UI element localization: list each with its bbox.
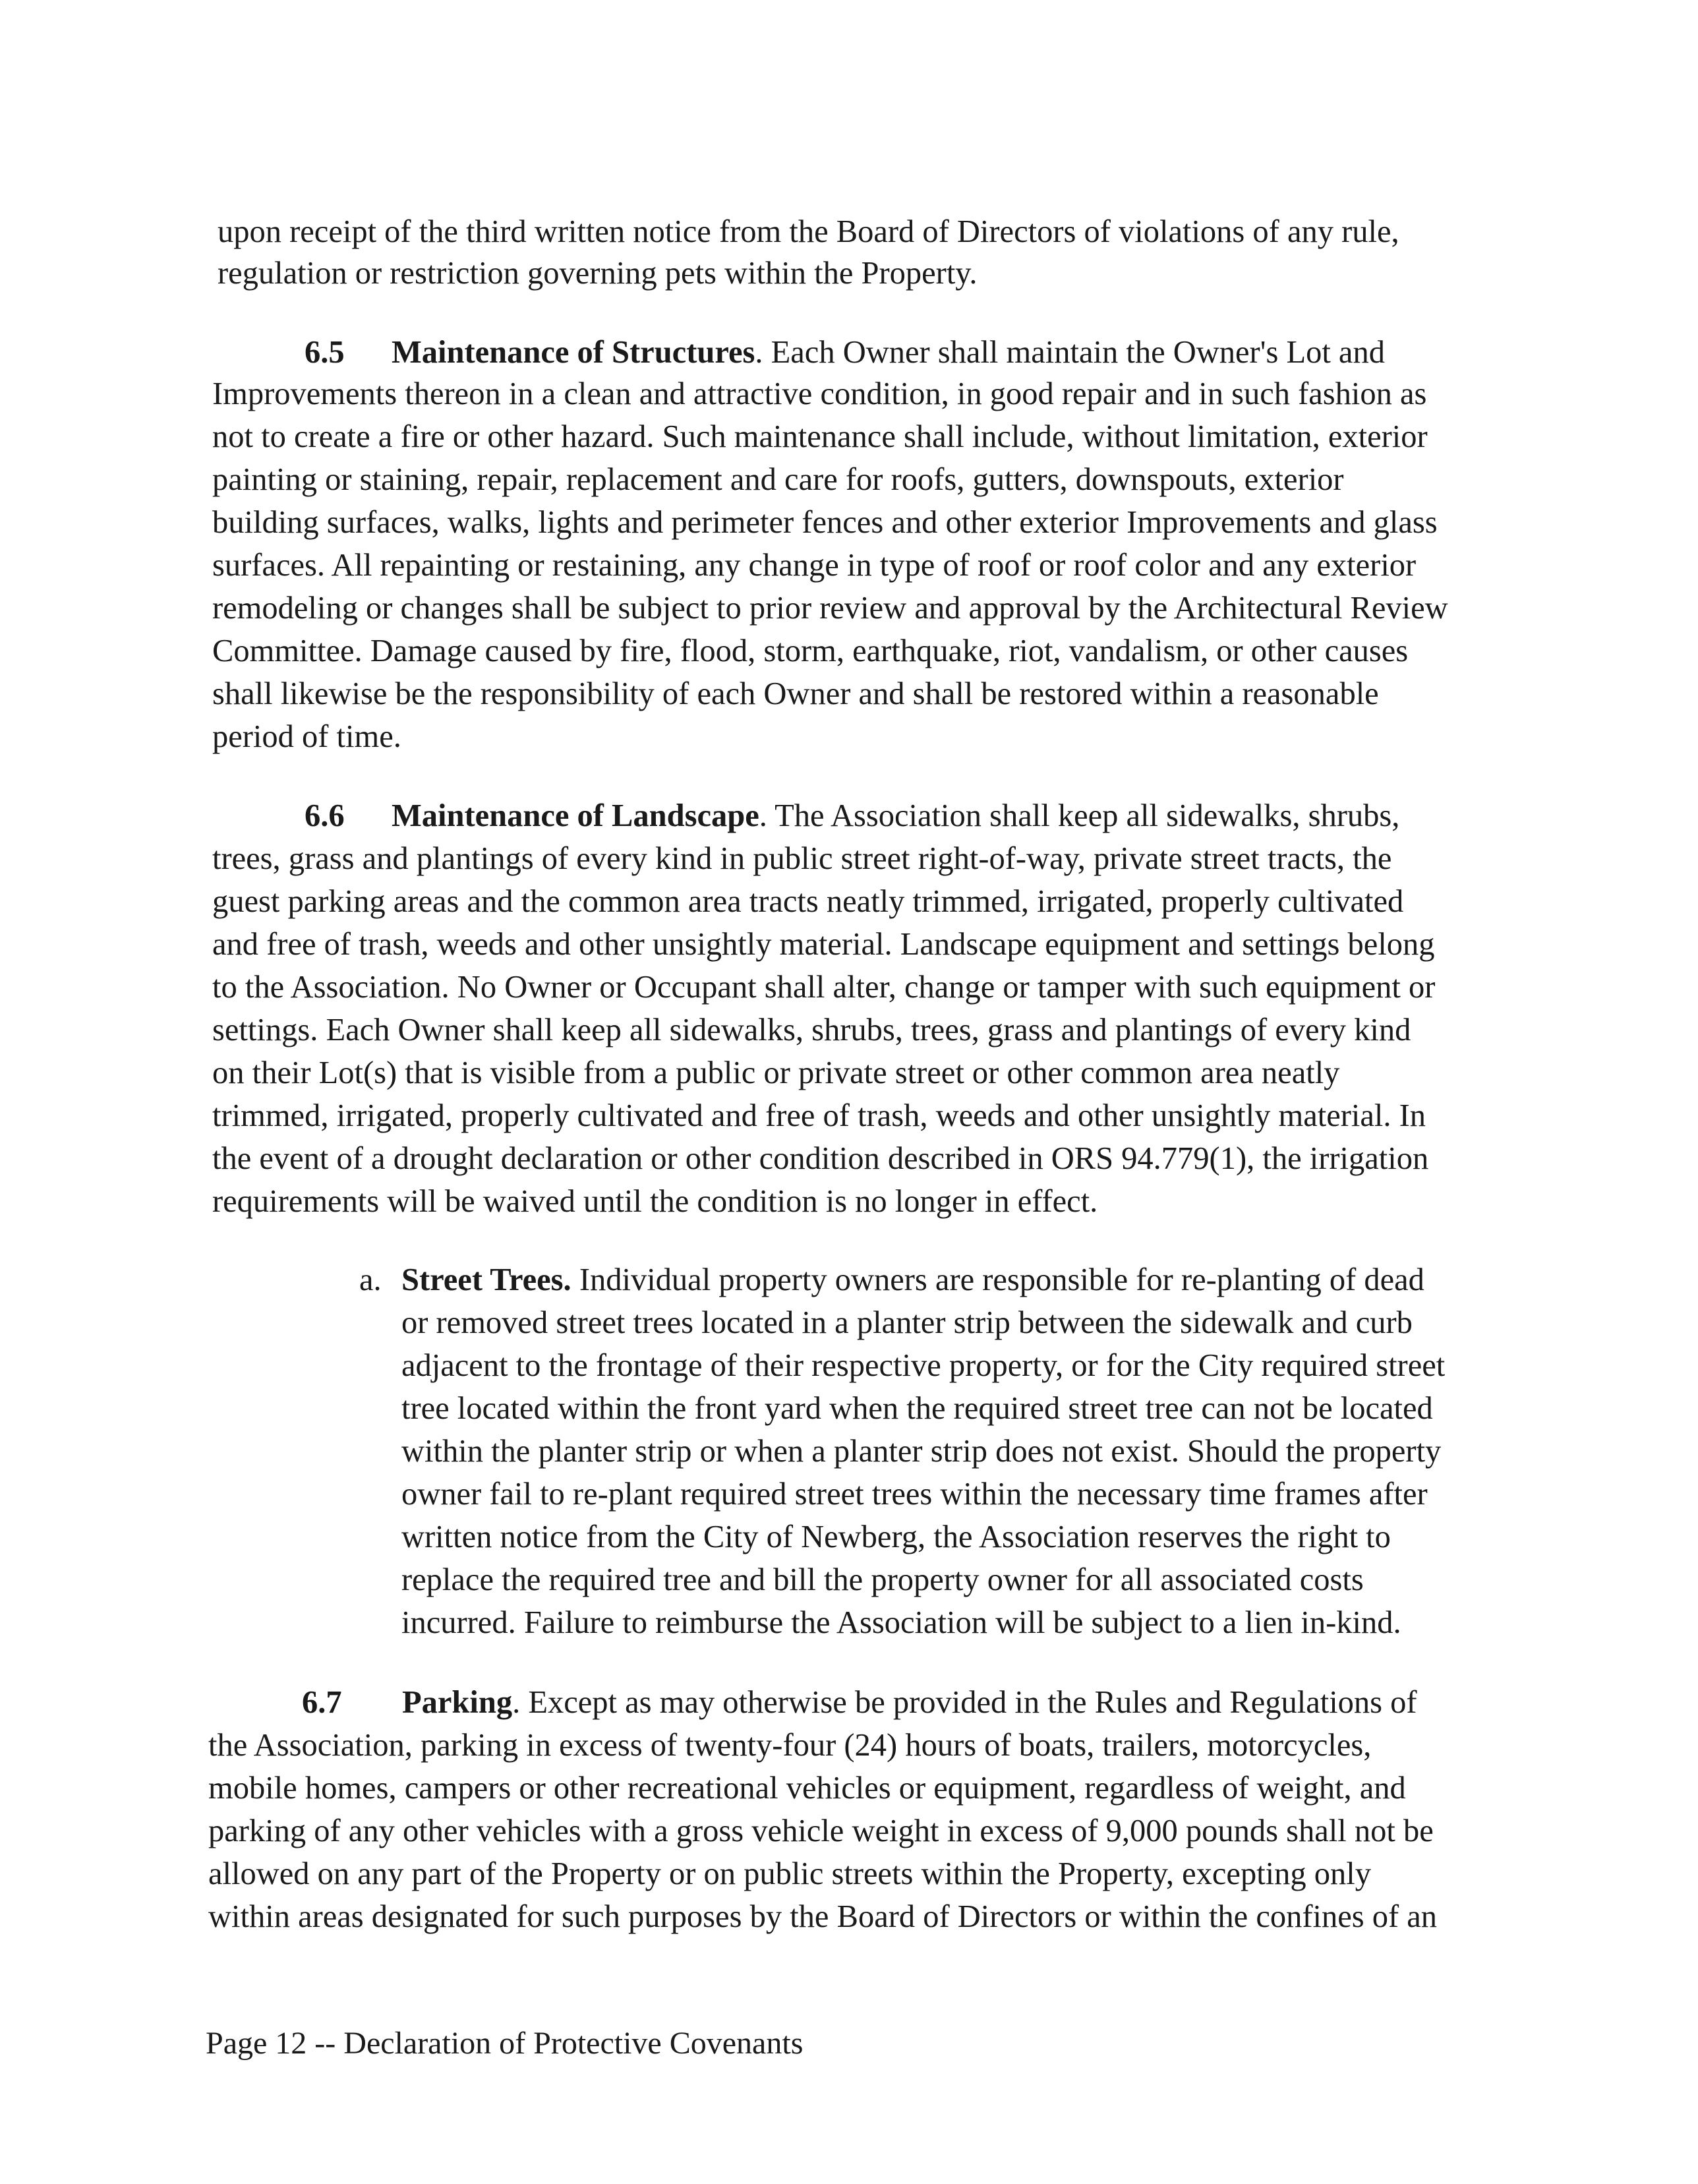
subsection-text-line: written notice from the City of Newberg, the Association reserves the right to — [401, 1520, 1391, 1554]
subsection-text-line: adjacent to the frontage of their respective property, or for the City required street — [401, 1348, 1446, 1383]
body-text-line: surfaces. All repainting or restaining, any change in type of roof or roof color and any exterior — [212, 548, 1417, 583]
body-text-line: guest parking areas and the common area tracts neatly trimmed, irrigated, properly cultivated — [212, 884, 1404, 919]
section-text: . The Association shall keep all sidewalks, shrubs, — [759, 798, 1400, 833]
body-text-line: the event of a drought declaration or other condition described in ORS 94.779(1), the irrigation — [212, 1141, 1429, 1176]
body-text-line: allowed on any part of the Property or on public streets within the Property, excepting only — [208, 1856, 1371, 1891]
subsection-text-line: within the planter strip or when a planter strip does not exist. Should the property — [401, 1434, 1442, 1469]
body-text-line: and free of trash, weeds and other unsightly material. Landscape equipment and settings belong — [212, 927, 1435, 962]
body-text-line: building surfaces, walks, lights and perimeter fences and other exterior Improvements and glass — [212, 505, 1438, 540]
subsection-a-heading-line — [359, 1260, 1424, 1300]
section-text: . Except as may otherwise be provided in the Rules and Regulations of — [512, 1685, 1417, 1720]
body-text-line: Improvements thereon in a clean and attractive condition, in good repair and in such fashion as — [212, 376, 1427, 411]
section-6-7-heading-line — [302, 1683, 1417, 1723]
section-number: 6.7 — [302, 1685, 342, 1720]
body-text-line: not to create a fire or other hazard. Such maintenance shall include, without limitation, exterior — [212, 419, 1428, 454]
subsection-text: Individual property owners are responsible for re-planting of dead — [571, 1262, 1424, 1297]
subsection-letter: a. — [359, 1262, 382, 1297]
body-text-line: on their Lot(s) that is visible from a public or private street or other common area neatly — [212, 1055, 1340, 1090]
body-text-line: parking of any other vehicles with a gross vehicle weight in excess of 9,000 pounds shall not be — [208, 1814, 1434, 1848]
subsection-text-line: or removed street trees located in a planter strip between the sidewalk and curb — [401, 1305, 1413, 1340]
body-text-line: settings. Each Owner shall keep all sidewalks, shrubs, trees, grass and plantings of every kind — [212, 1013, 1411, 1048]
page-footer: Page 12 -- Declaration of Protective Covenants — [206, 2026, 804, 2061]
body-text-line: trees, grass and plantings of every kind in public street right-of-way, private street tracts, the — [212, 841, 1392, 876]
subsection-text-line: incurred. Failure to reimburse the Association will be subject to a lien in-kind. — [401, 1605, 1401, 1640]
body-text-line: requirements will be waived until the condition is no longer in effect. — [212, 1184, 1098, 1219]
subsection-title: Street Trees. — [401, 1262, 571, 1297]
subsection-text-line: owner fail to re-plant required street trees within the necessary time frames after — [401, 1477, 1428, 1512]
section-title: Maintenance of Structures — [392, 335, 755, 370]
section-6-6-heading-line — [305, 796, 1399, 836]
section-number: 6.5 — [305, 335, 345, 370]
section-text: . Each Owner shall maintain the Owner's Lot and — [755, 335, 1385, 370]
body-text-line: remodeling or changes shall be subject to prior review and approval by the Architectural Review — [212, 591, 1448, 626]
body-text-line: period of time. — [212, 719, 401, 754]
body-text-line: trimmed, irrigated, properly cultivated and free of trash, weeds and other unsightly material. In — [212, 1098, 1426, 1133]
section-title: Parking — [402, 1685, 513, 1720]
body-text-line: shall likewise be the responsibility of each Owner and shall be restored within a reasonable — [212, 676, 1379, 711]
body-text-line: to the Association. No Owner or Occupant shall alter, change or tamper with such equipment or — [212, 970, 1436, 1005]
body-text-line: the Association, parking in excess of twenty-four (24) hours of boats, trailers, motorcycles, — [208, 1728, 1372, 1763]
subsection-text-line: replace the required tree and bill the property owner for all associated costs — [401, 1562, 1364, 1597]
subsection-text-line: tree located within the front yard when the required street tree can not be located — [401, 1391, 1433, 1426]
section-number: 6.6 — [305, 798, 345, 833]
section-6-5-heading-line — [305, 333, 1385, 372]
body-text-line: regulation or restriction governing pets within the Property. — [218, 256, 978, 291]
body-text-line: Committee. Damage caused by fire, flood, storm, earthquake, riot, vandalism, or other causes — [212, 634, 1409, 668]
body-text-line: painting or staining, repair, replacement and care for roofs, gutters, downspouts, exterior — [212, 462, 1344, 497]
body-text-line: mobile homes, campers or other recreational vehicles or equipment, regardless of weight, and — [208, 1771, 1406, 1806]
body-text-line: within areas designated for such purposes by the Board of Directors or within the confines of an — [208, 1899, 1438, 1934]
body-text-line: upon receipt of the third written notice from the Board of Directors of violations of any rule, — [218, 214, 1399, 249]
section-title: Maintenance of Landscape — [392, 798, 759, 833]
